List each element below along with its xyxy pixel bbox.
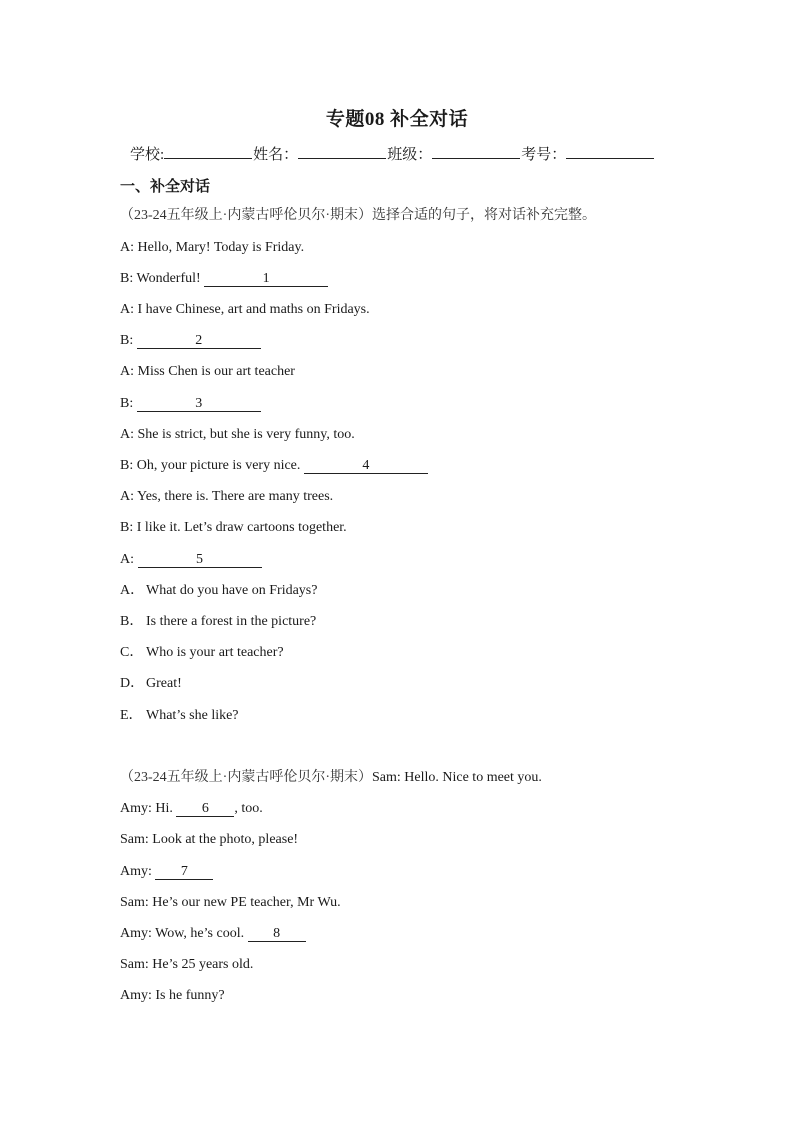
dialogue-line: Amy: 7	[120, 863, 213, 881]
dialogue-line: A: Miss Chen is our art teacher	[120, 364, 295, 379]
answer-blank[interactable]: 2	[137, 333, 261, 349]
answer-blank[interactable]: 7	[155, 864, 213, 880]
answer-blank[interactable]: 4	[304, 458, 428, 474]
option-e: E． What’s she like?	[120, 708, 239, 723]
dialogue-line: B: 3	[120, 395, 261, 413]
name-field[interactable]	[298, 143, 386, 159]
option-a: A． What do you have on Fridays?	[120, 583, 318, 598]
answer-blank[interactable]: 1	[204, 271, 328, 287]
option-b: B． Is there a forest in the picture?	[120, 614, 317, 629]
dialogue-line: A: Hello, Mary! Today is Friday.	[120, 240, 305, 255]
school-label: 学校:	[130, 147, 165, 163]
dialogue-line: A: She is strict, but she is very funny, too.	[120, 427, 355, 442]
answer-blank[interactable]: 6	[176, 801, 234, 817]
answer-blank[interactable]: 8	[248, 926, 306, 942]
dialogue-line: B: Wonderful! 1	[120, 270, 328, 288]
dialogue-line: B: I like it. Let’s draw cartoons together.	[120, 520, 347, 535]
dialogue-line: Sam: He’s our new PE teacher, Mr Wu.	[120, 895, 341, 910]
student-info-row	[130, 143, 654, 164]
dialogue-line: A: I have Chinese, art and maths on Fridays.	[120, 302, 370, 317]
page-title: 专题08 补全对话	[325, 109, 469, 130]
dialogue-line: Amy: Hi. 6 , too.	[120, 801, 263, 816]
dialogue-line: A: Yes, there is. There are many trees.	[120, 489, 334, 504]
dialogue-line: Sam: He’s 25 years old.	[120, 957, 254, 972]
dialogue-line: Sam: Look at the photo, please!	[120, 832, 299, 847]
number-label: 考号：	[521, 147, 567, 163]
answer-blank[interactable]: 3	[137, 396, 261, 412]
dialogue-line: B: Oh, your picture is very nice. 4	[120, 457, 428, 475]
section-heading: 一、补全对话	[120, 179, 211, 195]
answer-blank[interactable]: 5	[138, 552, 262, 568]
dialogue-line: Amy: Wow, he’s cool. 8	[120, 925, 306, 943]
name-label: 姓名：	[253, 147, 299, 163]
dialogue-line: A: 5	[120, 551, 262, 569]
question-source: （23-24五年级上·内蒙古呼伦贝尔·期末）选择合适的句子，将对话补充完整。	[120, 208, 596, 223]
question-source-2: （23-24五年级上·内蒙古呼伦贝尔·期末）Sam: Hello. Nice to meet you.	[120, 770, 542, 785]
class-field[interactable]	[432, 143, 520, 159]
class-label: 班级：	[387, 147, 433, 163]
dialogue-line: Amy: Is he funny?	[120, 988, 225, 1003]
number-field[interactable]	[566, 143, 654, 159]
dialogue-line: B: 2	[120, 332, 261, 350]
school-field[interactable]	[164, 143, 252, 159]
option-c: C． Who is your art teacher?	[120, 645, 284, 660]
option-d: D． Great!	[120, 676, 182, 691]
